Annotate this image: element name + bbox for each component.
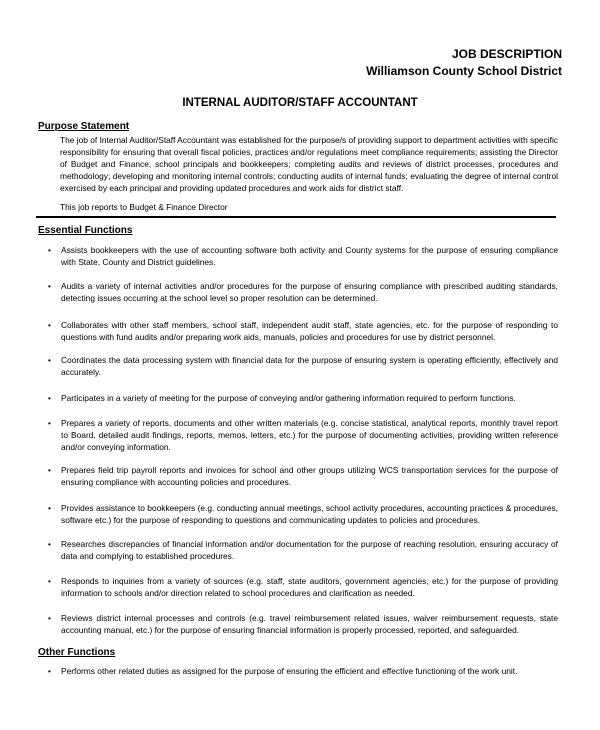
organization-name: Williamson County School District (366, 64, 562, 78)
list-item: • Reviews district internal processes and controls (e.g. travel reimbursement related issues, waiver reimbursement requests, state accounting manual, etc.) for the purpose of ensuring financial information is properly processed, reported, and safeguarded. (48, 613, 558, 635)
bullet: • (48, 245, 51, 255)
list-item: • Assists bookkeepers with the use of accounting software both activity and County systems for the purpose of ensuring compliance with State, County and District guidelines. (48, 245, 558, 267)
purpose-text: The job of Internal Auditor/Staff Accountant was established for the purpose/s of providing support to department activities with specific responsibility for ensuring that overall fiscal policies, practices and/or regulations meet compliance requirements; assisting the Director of Budget and Finance, school principals and bookkeepers; completing audits and reviews of district processes, procedures and methodology; developing and monitoring internal controls; conducting audits of internal funds; evaluating the degree of internal control exercised by each principal and providing updated procedures and work aids for district staff. (60, 135, 558, 193)
list-item: • Prepares a variety of reports, documents and other written materials (e.g. concise statistical, analytical reports, monthly travel report to Board, detailed audit findings, reports, memos, letters, etc.) for the purpose of documenting activities, providing written reference and/or conveying information. (48, 418, 558, 452)
bullet: • (48, 503, 51, 513)
essential-functions-heading: Essential Functions (38, 225, 133, 236)
bullet: • (48, 539, 51, 549)
list-item: • Responds to inquiries from a variety of sources (e.g. staff, state auditors, government agencies, etc.) for the purpose of providing information to schools and/or direction related to school procedures and clarification as needed. (48, 576, 558, 598)
reports-to: This job reports to Budget & Finance Director (60, 202, 228, 212)
list-item: • Audits a variety of internal activities and/or procedures for the purpose of ensuring compliance with prescribed auditing standards, detecting issues occurring at the school level so proper resolution can be determined. (48, 281, 558, 303)
list-item: • Provides assistance to bookkeepers (e.g. conducting annual meetings, school activity procedures, accounting practices & procedures, software etc.) for the purpose of responding to questions and communicating updates to policies and procedures. (48, 503, 558, 525)
purpose-heading: Purpose Statement (38, 121, 130, 132)
list-item: • Researches discrepancies of financial information and/or documentation for the purpose of reaching resolution, ensuring accuracy of data and complying to established procedures. (48, 539, 558, 561)
list-item: • Performs other related duties as assigned for the purpose of ensuring the efficient and effective functioning of the work unit. (48, 666, 518, 676)
bullet: • (48, 666, 51, 676)
other-functions-heading: Other Functions (38, 647, 116, 658)
list-item: • Prepares field trip payroll reports and invoices for school and other groups utilizing WCS transportation services for the purpose of ensuring compliance with accounting policies and procedures. (48, 465, 558, 487)
document-type: JOB DESCRIPTION (451, 47, 562, 61)
bullet: • (48, 613, 51, 623)
bullet: • (48, 281, 51, 291)
bullet: • (48, 418, 51, 428)
bullet: • (48, 320, 51, 330)
bullet: • (48, 465, 51, 475)
bullet: • (48, 393, 51, 403)
bullet: • (48, 355, 51, 365)
list-item: • Participates in a variety of meeting for the purpose of conveying and/or gathering information required to perform functions. (48, 393, 516, 403)
list-item: • Collaborates with other staff members, school staff, independent audit staff, state agencies, etc. for the purpose of responding to questions with fund audits and/or preparing work aids, manuals, policies and procedures for use by district personnel. (48, 320, 558, 342)
job-title: INTERNAL AUDITOR/STAFF ACCOUNTANT (182, 97, 418, 109)
list-item: • Coordinates the data processing system with financial data for the purpose of ensuring system is operating efficiently, effectively and accurately. (48, 355, 558, 377)
bullet: • (48, 576, 51, 586)
divider (36, 216, 556, 218)
